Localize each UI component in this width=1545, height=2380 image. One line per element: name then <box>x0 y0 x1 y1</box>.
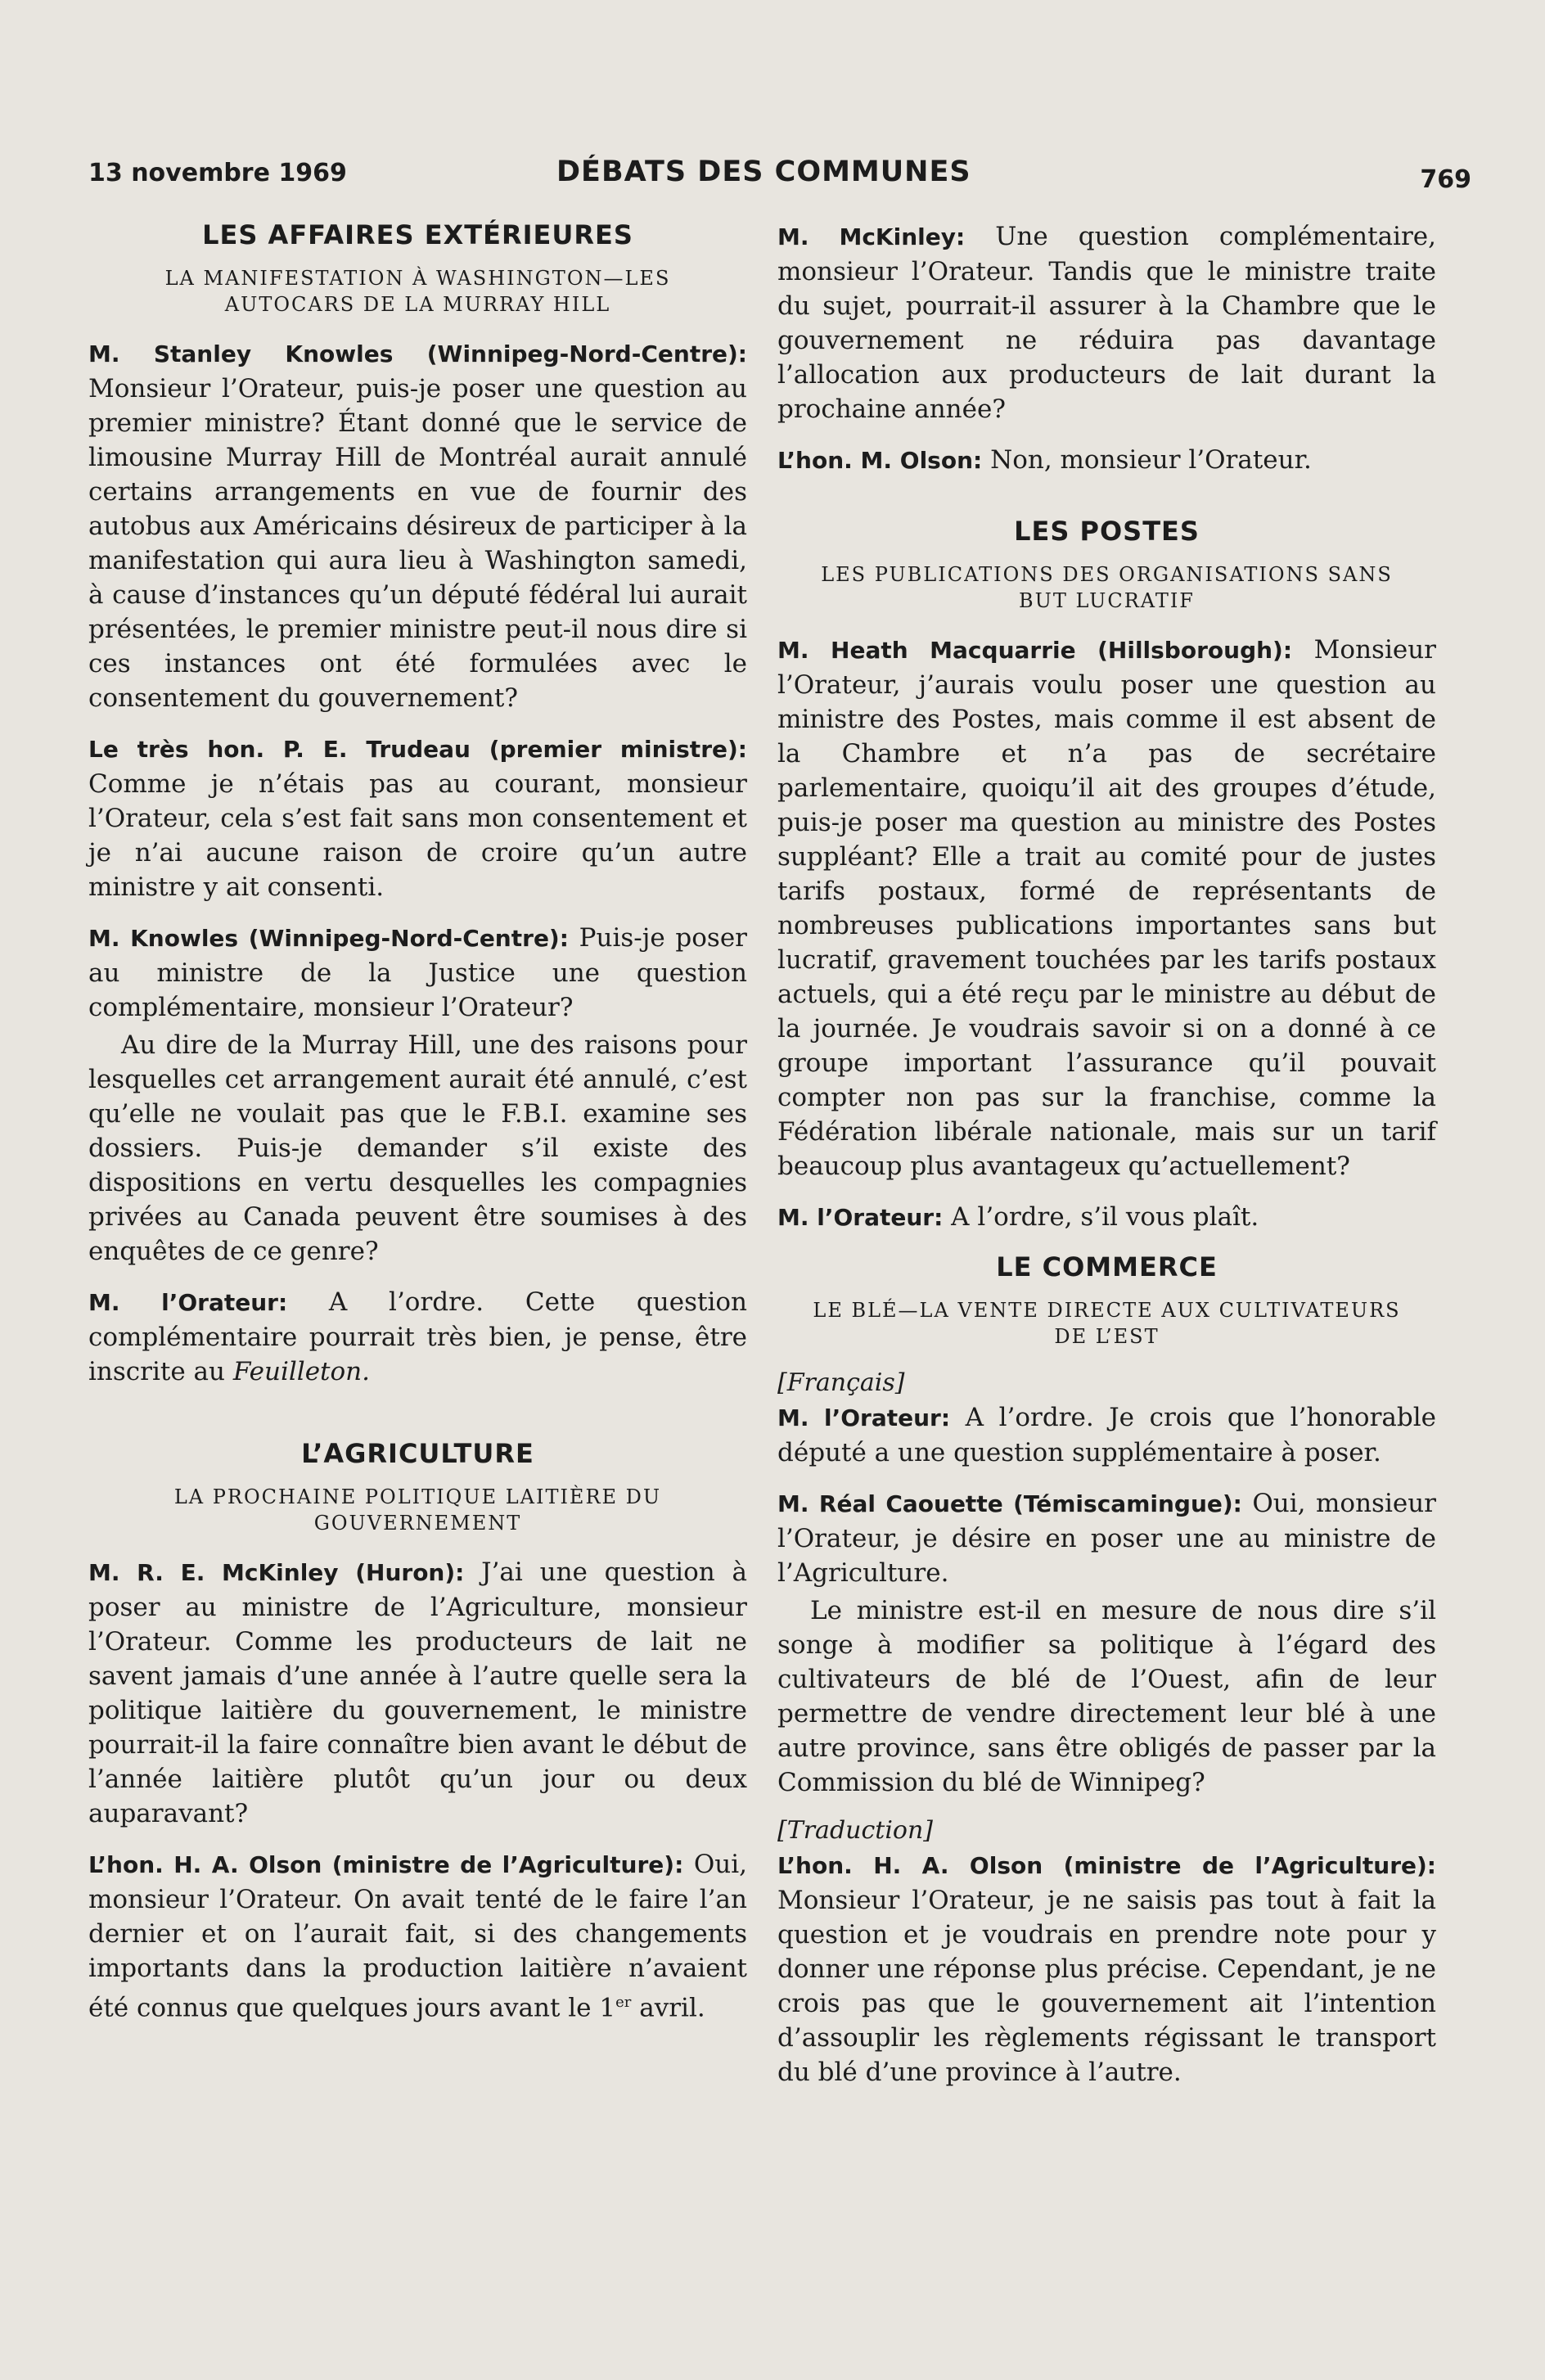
paragraph-text: A l’ordre. Cette question complémentaire pourrait très bien, je pense, être inscrite au <box>88 1287 747 1386</box>
paragraph-text: Oui, monsieur l’Orateur. On avait tenté de le faire l’an dernier et on l’aurait fait, si des changements importants dans la production laitière n’avaient été connus que quelques jours avant le 1 <box>88 1849 747 2022</box>
speaker-name: M. l’Orateur: <box>88 1288 288 1316</box>
paragraph <box>88 336 747 715</box>
paragraph-text: Monsieur l’Orateur, je ne saisis pas tout à fait la question et je voudrais en prendre note pour y donner une réponse plus précise. Cependant, je ne crois pas que le gouvernement ait l’intention d’assouplir les règlements régissant le transport du blé d’une province à l’autre. <box>777 1885 1436 2087</box>
section-subtitle: LES PUBLICATIONS DES ORGANISATIONS SANS BUT LUCRATIF <box>821 563 1393 613</box>
paragraph-text: Oui, monsieur l’Orateur, je désire en poser une au ministre de l’Agriculture. <box>777 1488 1436 1588</box>
paragraph-text: Monsieur l’Orateur, j’aurais voulu poser une question au ministre des Postes, mais comme il est absent de la Chambre et n’a pas de secrétaire parlementaire, quoiqu’il ait des groupes d’étude, puis-je poser ma question au ministre des Postes suppléant? Elle a trait au comité pour de justes tarifs postaux, formé de représentants de nombreuses publications importantes sans but lucratif, gravement touchées par les tarifs postaux actuels, qui a été reçu par le ministre au début de la journée. Je voudrais savoir si on a donné à ce groupe important l’assurance qu’il pouvait compter non pas sur la franchise, comme la Fédération libérale nationale, mais sur un tarif beaucoup plus avantageux qu’actuellement? <box>777 634 1436 1181</box>
paragraph <box>88 1847 747 2025</box>
paragraph <box>88 732 747 904</box>
page-number: 769 <box>1420 165 1471 194</box>
paragraph-text: A l’ordre, s’il vous plaît. <box>943 1201 1259 1232</box>
paragraph: Le ministre est-il en mesure de nous dire s’il songe à modifier sa politique à l’égard des cultivateurs de blé de l’Ouest, afin de leur permettre de vendre directement leur blé à une autre province, sans être obligés de passer par la Commission du blé de Winnipeg? <box>777 1595 1436 1797</box>
section-subtitle: LA MANIFESTATION À WASHINGTON—LES AUTOCARS DE LA MURRAY HILL <box>164 267 671 317</box>
left-column <box>88 219 747 2041</box>
paragraph <box>777 1486 1436 1590</box>
speaker-name: M. Réal Caouette (Témiscamingue): <box>777 1490 1242 1517</box>
speaker-name: L’hon. H. A. Olson (ministre de l’Agriculture): <box>777 1851 1436 1879</box>
italic-text: Feuilleton. <box>232 1356 370 1386</box>
paragraph <box>88 1285 747 1389</box>
paragraph-text: Non, monsieur l’Orateur. <box>982 445 1312 475</box>
language-marker: [Traduction] <box>777 1815 934 1845</box>
paragraph <box>88 921 747 1025</box>
section-title: L’AGRICULTURE <box>301 1437 534 1469</box>
header-date: 13 novembre 1969 <box>88 159 347 187</box>
paragraph-text: A l’ordre. Je crois que l’honorable député a une question supplémentaire à poser. <box>777 1402 1436 1467</box>
language-marker: [Français] <box>777 1368 905 1397</box>
speaker-name: M. R. E. McKinley (Huron): <box>88 1558 465 1586</box>
speaker-name: M. l’Orateur: <box>777 1404 951 1431</box>
paragraph <box>777 1400 1436 1470</box>
paragraph-text: J’ai une question à poser au ministre de l’Agriculture, monsieur l’Orateur. Comme les producteurs de lait ne savent jamais d’une année à l’autre quelle sera la politique laitière du gouvernement, le ministre pourrait-il la faire connaître bien avant le début de l’année laitière plutôt qu’un jour ou deux auparavant? <box>88 1557 747 1828</box>
section-title: LES POSTES <box>1014 516 1200 547</box>
section-subtitle: LE BLÉ—LA VENTE DIRECTE AUX CULTIVATEURS DE L’EST <box>813 1298 1401 1349</box>
paragraph <box>777 633 1436 1183</box>
running-header <box>88 156 1471 196</box>
speaker-name: M. Knowles (Winnipeg-Nord-Centre): <box>88 924 569 952</box>
speaker-name: M. l’Orateur: <box>777 1203 944 1231</box>
paragraph: Au dire de la Murray Hill, une des raisons pour lesquelles cet arrangement aurait été annulé, c’est qu’elle ne voulait pas que le F.B.I. examine ses dossiers. Puis-je demander s’il existe des dispositions en vertu desquelles les compagnies privées au Canada peuvent être soumises à des enquêtes de ce genre? <box>88 1030 747 1266</box>
paragraph <box>777 1848 1436 2089</box>
right-column <box>777 219 1436 2106</box>
paragraph-text: Comme je n’étais pas au courant, monsieur l’Orateur, cela s’est fait sans mon consentement et je n’ai aucune raison de croire qu’un autre ministre y ait consenti. <box>88 769 747 902</box>
section-subtitle: LA PROCHAINE POLITIQUE LAITIÈRE DU GOUVERNEMENT <box>173 1485 662 1535</box>
section-title: LES AFFAIRES EXTÉRIEURES <box>202 219 633 250</box>
paragraph-text: avril. <box>631 1992 705 2022</box>
paragraph-text: Monsieur l’Orateur, puis-je poser une question au premier ministre? Étant donné que le service de limousine Murray Hill de Montréal aurait annulé certains arrangements en vue de fournir des autobus aux Américains désireux de participer à la manifestation qui aura lieu à Washington samedi, à cause d’instances qu’un député fédéral lui aurait présentées, le premier ministre peut-il nous dire si ces instances ont été formulées avec le consentement du gouvernement? <box>88 373 747 713</box>
paragraph <box>777 443 1436 478</box>
speaker-name: L’hon. M. Olson: <box>777 447 983 474</box>
speaker-name: M. Heath Macquarrie (Hillsborough): <box>777 636 1293 664</box>
paragraph <box>777 219 1436 426</box>
speaker-name: Le très hon. P. E. Trudeau (premier ministre): <box>88 735 747 763</box>
header-title: DÉBATS DES COMMUNES <box>556 156 971 188</box>
speaker-name: L’hon. H. A. Olson (ministre de l’Agriculture): <box>88 1850 684 1878</box>
paragraph <box>88 1555 747 1831</box>
superscript: er <box>615 1993 632 2011</box>
speaker-name: M. Stanley Knowles (Winnipeg-Nord-Centre): <box>88 340 747 367</box>
paragraph-text: Puis-je poser au ministre de la Justice une question complémentaire, monsieur l’Orateur? <box>88 922 747 1022</box>
paragraph-text: Une question complémentaire, monsieur l’Orateur. Tandis que le ministre traite du sujet, pourrait-il assurer à la Chambre que le gouvernement ne réduira pas davantage l’allocation aux producteurs de lait durant la prochaine année? <box>777 222 1436 424</box>
speaker-name: M. McKinley: <box>777 223 966 250</box>
section-title: LE COMMERCE <box>996 1251 1218 1282</box>
paragraph <box>777 1200 1436 1235</box>
